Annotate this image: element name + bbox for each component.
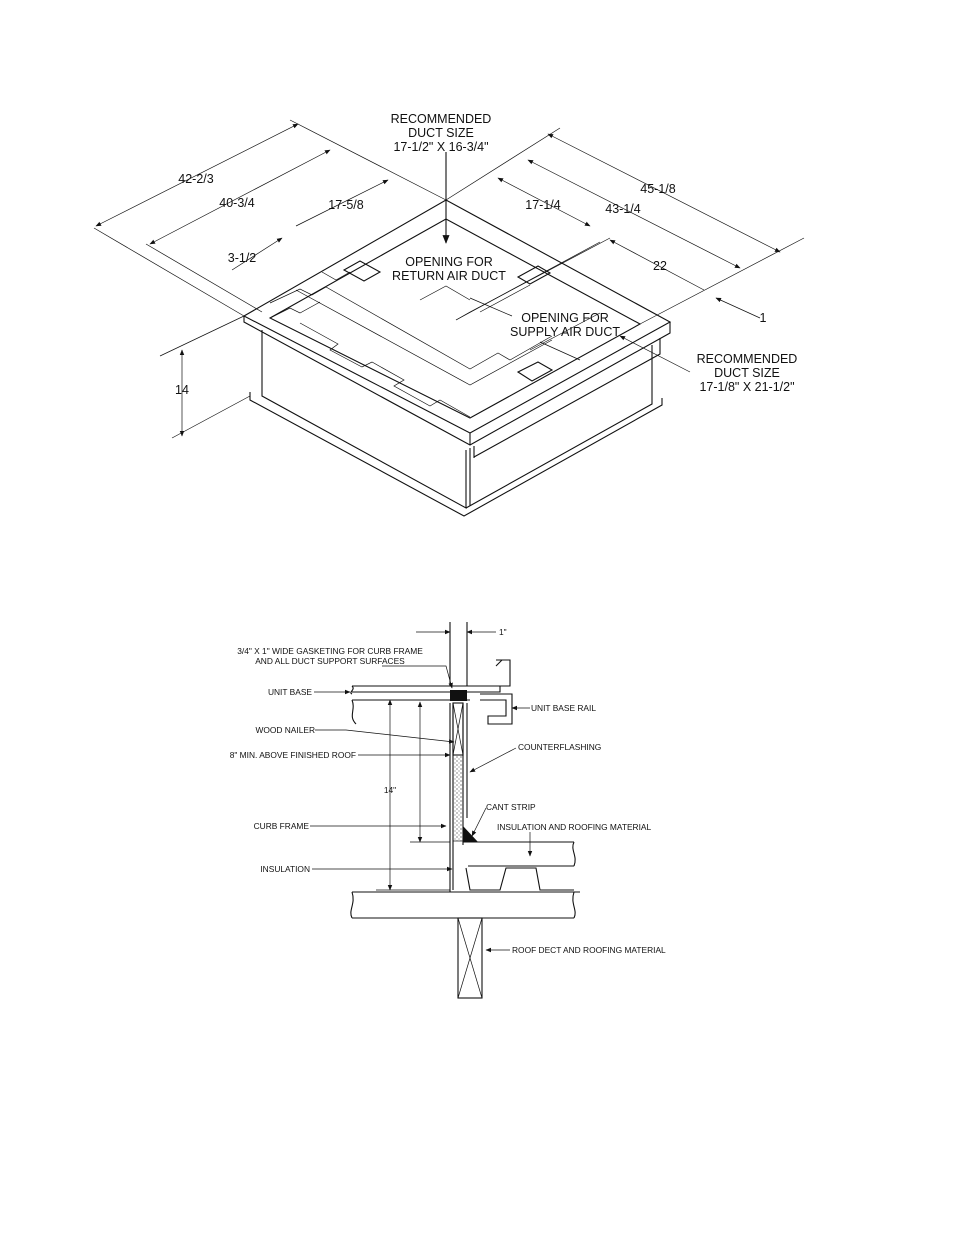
curb-side-walls bbox=[250, 330, 662, 516]
dim-40-3-4: 40-3/4 bbox=[219, 196, 255, 210]
supply-duct-label-2: DUCT SIZE bbox=[714, 366, 780, 380]
dim-1: 1 bbox=[759, 311, 767, 325]
isometric-curb-view bbox=[94, 112, 804, 516]
return-opening-label-2: RETURN AIR DUCT bbox=[392, 269, 506, 283]
dim-45-1-8: 45-1/8 bbox=[640, 182, 676, 196]
gasket-label-1: 3/4" X 1" WIDE GASKETING FOR CURB FRAME bbox=[237, 646, 423, 656]
unit-base-label: UNIT BASE bbox=[267, 687, 312, 697]
supply-opening-label-1: OPENING FOR bbox=[521, 311, 609, 325]
insulation-roofing-label: INSULATION AND ROOFING MATERIAL bbox=[497, 822, 652, 832]
isometric-labels bbox=[175, 112, 797, 397]
supply-duct-label-1: RECOMMENDED bbox=[696, 352, 798, 366]
roof-layers bbox=[351, 842, 575, 998]
dim-22: 22 bbox=[653, 259, 667, 273]
curb-insulation bbox=[453, 755, 463, 841]
unit-base-rail-label: UNIT BASE RAIL bbox=[531, 703, 597, 713]
one-inch-label: 1" bbox=[499, 627, 507, 637]
supply-opening-label-2: SUPPLY AIR DUCT bbox=[510, 325, 620, 339]
min-above-roof-label: 8" MIN. ABOVE FINISHED ROOF bbox=[229, 750, 356, 760]
return-duct-label-1: RECOMMENDED bbox=[390, 112, 492, 126]
dim-42-2-3: 42-2/3 bbox=[178, 172, 214, 186]
dim-17-5-8: 17-5/8 bbox=[328, 198, 364, 212]
wood-nailer-label: WOOD NAILER bbox=[255, 725, 315, 735]
gasket bbox=[450, 690, 467, 701]
dim-43-1-4: 43-1/4 bbox=[605, 202, 641, 216]
gasket-label-2: AND ALL DUCT SUPPORT SURFACES bbox=[255, 656, 405, 666]
unit-base bbox=[351, 660, 512, 724]
section-dimensions bbox=[376, 700, 450, 890]
return-duct-size: 17-1/2" X 16-3/4" bbox=[393, 140, 489, 154]
insulation-label: INSULATION bbox=[260, 864, 310, 874]
curb-frame-label: CURB FRAME bbox=[253, 821, 309, 831]
curb-section-detail bbox=[230, 622, 666, 998]
supply-duct-size: 17-1/8" X 21-1/2" bbox=[699, 380, 795, 394]
dim-14: 14 bbox=[175, 383, 189, 397]
roof-deck-label: ROOF DECT AND ROOFING MATERIAL bbox=[512, 945, 666, 955]
curb-frame bbox=[450, 703, 580, 892]
dim-3-1-2: 3-1/2 bbox=[227, 251, 257, 265]
section-labels bbox=[230, 627, 666, 955]
dimension-lines-right bbox=[446, 128, 804, 372]
counterflashing-label: COUNTERFLASHING bbox=[518, 742, 602, 752]
fourteen-inch-label: 14" bbox=[383, 785, 397, 795]
return-opening-label-1: OPENING FOR bbox=[405, 255, 493, 269]
dim-17-1-4: 17-1/4 bbox=[525, 198, 561, 212]
return-duct-label-2: DUCT SIZE bbox=[408, 126, 474, 140]
cant-strip-label: CANT STRIP bbox=[486, 802, 536, 812]
